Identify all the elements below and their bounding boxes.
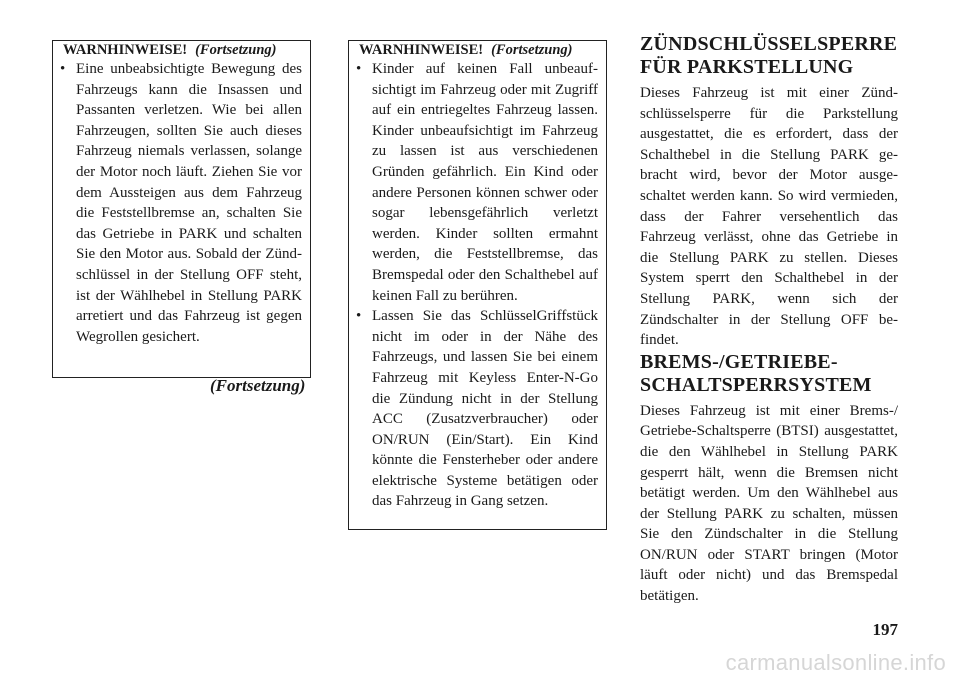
watermark: carmanualsonline.info bbox=[725, 650, 946, 675]
warning-item: • Kinder auf keinen Fall unbeaufsichtigt im Fahrzeug oder mit Zugriff auf ein entriegeltes Fahrzeug lassen. Kinder unbeaufsichtigt im Fahrzeug zu lassen ist aus verschiedenen Gründen gefährlich. Ein Kind oder andere Personen können schwer oder sogar lebensgefährlich verletzt werden. Kinder sollten ermahnt werden, die Feststellbremse, das Bremspedal oder den Schalthebel auf keinen Fall zu berühren. bbox=[354, 59, 598, 306]
content-column-right bbox=[640, 33, 898, 607]
warning-item: • Eine unbeabsichtigte Bewegung des Fahrzeugs kann die Insassen und Passanten verletzen. Wie bei allen Fahrzeugen, sollten Sie auch dieses Fahrzeug niemals verlassen, solange der Motor noch läuft. Ziehen Sie vor dem Aussteigen aus dem Fahrzeug die Feststellbremse an, schalten Sie das Getriebe in PARK und schalten Sie den Motor aus. Sobald der Zündschlüssel in der Stellung OFF steht, ist der Wählhebel in Stellung PARK arretiert und das Fahrzeug ist gegen Wegrollen gesichert. bbox=[58, 59, 302, 347]
page-number: 197 bbox=[872, 620, 898, 639]
section-body-ignition-park-interlock: Dieses Fahrzeug ist mit einer Zündschlüsselsperre für die Parkstellung ausgestattet, die es erfordert, dass der Schalthebel in die Stellung PARK gebracht wird, bevor der Motor ausgeschaltet werden kann. So wird vermieden, dass der Fahrer versehentlich das Fahrzeug verlässt, ohne das Getriebe in die Stellung PARK zu stellen. Dieses System sperrt den Schalthebel in der Stellung PARK, wenn sich der Zündschalter in der Stellung OFF befindet. bbox=[640, 85, 898, 349]
warning-heading-continued: (Fortsetzung) bbox=[195, 42, 277, 58]
warning-heading-label: WARNHINWEISE! bbox=[359, 42, 484, 58]
warning-heading-label: WARNHINWEISE! bbox=[63, 42, 188, 58]
warning-box-middle bbox=[348, 40, 607, 530]
section-body-btsi: Dieses Fahrzeug ist mit einer Brems-/ Getriebe-Schaltsperre (BTSI) ausgestattet, die den Wählhebel in Stellung PARK gesperrt hält, wenn die Bremsen nicht betätigt werden. Um den Wählhebel aus der Stellung PARK zu schalten, müssen Sie den Zündschalter in die Stellung ON/RUN oder START bringen (Motor läuft oder nicht) und das Bremspedal betätigen. bbox=[640, 402, 898, 605]
warning-box-left bbox=[52, 40, 311, 378]
section-title-ignition-park-interlock: ZÜNDSCHLÜSSELSPERRE FÜR PARKSTELLUNG bbox=[640, 33, 898, 78]
warning-item: • Lassen Sie das SchlüsselGriffstück nicht im oder in der Nähe des Fahrzeugs, und lassen Sie bei einem Fahrzeug mit Keyless Enter-N-Go die Zündung nicht in der Stellung ACC (Zusatzverbraucher) oder ON/RUN (Ein/Start). Ein Kind könnte die Fensterheber oder andere elektrische Systeme betätigen oder das Fahrzeug in Gang setzen. bbox=[354, 306, 598, 512]
warning-heading bbox=[59, 42, 282, 59]
warning-heading bbox=[355, 42, 578, 59]
continued-label: (Fortsetzung) bbox=[210, 376, 306, 395]
section-title-btsi: BREMS-/GETRIEBESCHALTSPERRSYSTEM bbox=[640, 350, 872, 396]
warning-list bbox=[354, 59, 598, 512]
warning-list bbox=[58, 59, 302, 347]
warning-heading-continued: (Fortsetzung) bbox=[491, 42, 573, 58]
